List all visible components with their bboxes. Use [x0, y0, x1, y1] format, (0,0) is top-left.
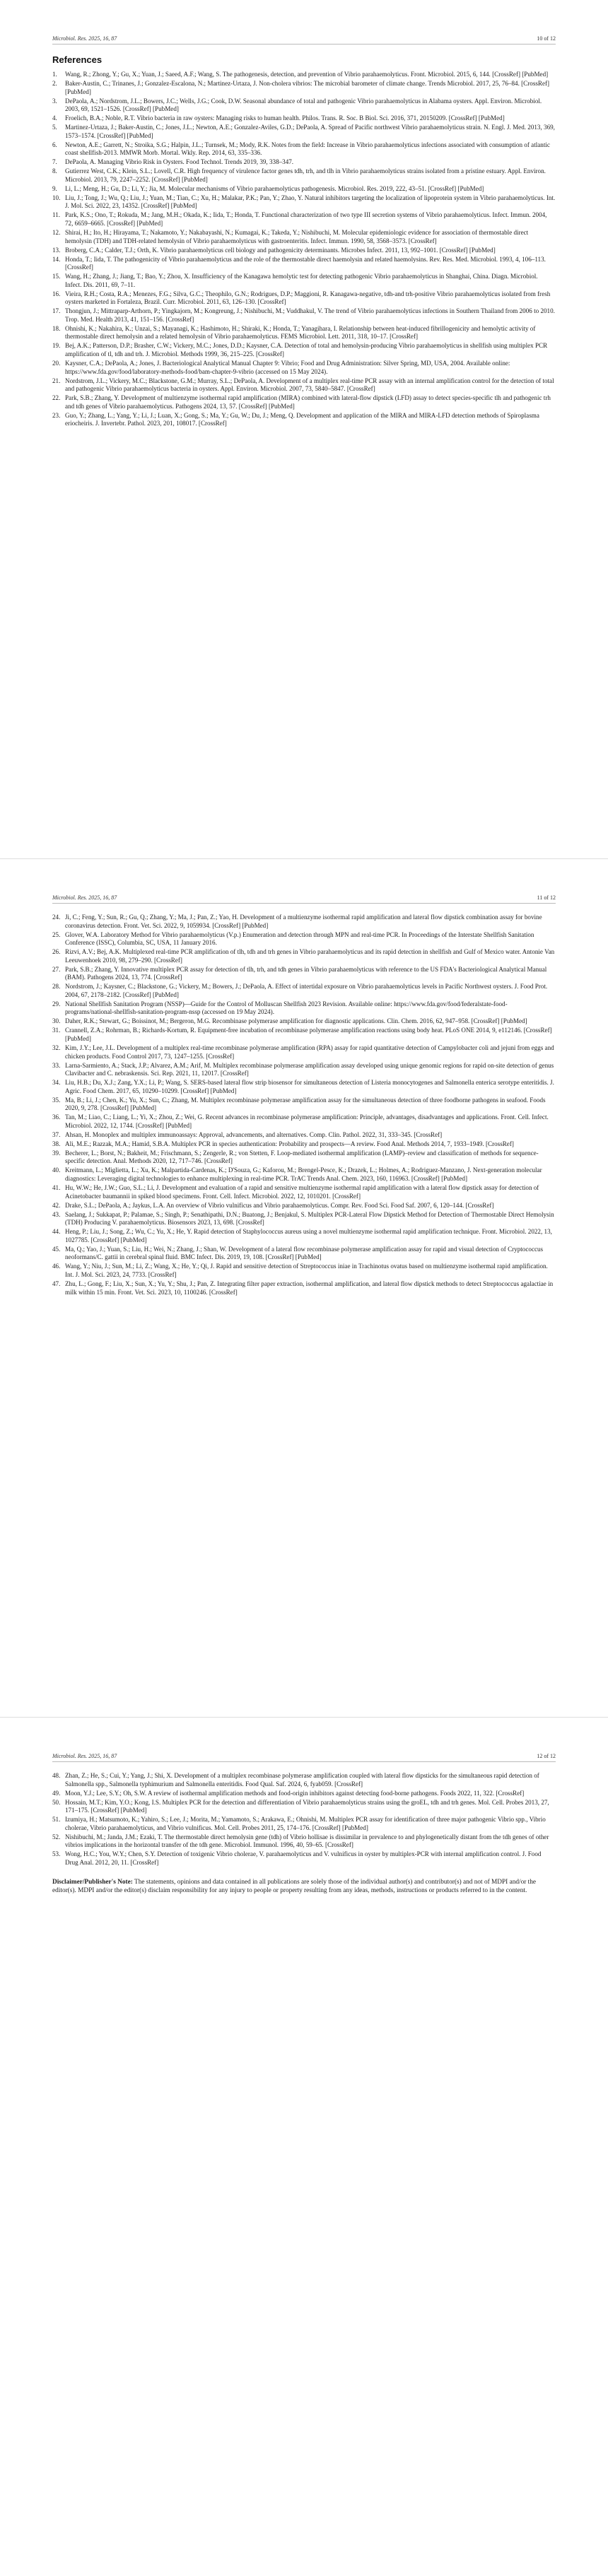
reference-text: Ohnishi, K.; Nakahira, K.; Unzai, S.; Mayanagi, K.; Hashimoto, H.; Shiraki, K.; Honda, T.; Yanagihara, I. Relationship between heat-induced fibrillogenicity and hemolytic activity of thermostable direct hemolysin and a related hemolysin of Vibrio parahaemolyticus. FEMS Microbiol. Lett. 2011, 318, 10–17. [CrossRef] [65, 324, 536, 341]
reference-item [52, 1280, 556, 1296]
reference-text: Froelich, B.A.; Noble, R.T. Vibrio bacteria in raw oysters: Managing risks to human health. Philos. Trans. R. Soc. B Biol. Sci. 2016, 371, 20150209. [CrossRef] [PubMed] [65, 114, 505, 122]
reference-item [52, 98, 556, 114]
reference-item [52, 1017, 556, 1026]
reference-item [52, 1062, 556, 1078]
running-head [52, 1718, 556, 1759]
reference-number: 50. [52, 1798, 61, 1806]
reference-text: Zhan, Z.; He, S.; Cui, Y.; Yang, J.; Shi, X. Development of a multiplex recombinase polymerase amplification coupled with lateral flow dipsticks for the simultaneous rapid detection of Salmonella spp., Salmonella typhimurium and Salmonella enteritidis. Food Qual. Saf. 2024, 6, fyab059. [CrossRef] [65, 1772, 539, 1788]
reference-item [52, 124, 556, 140]
reference-text: DePaola, A. Managing Vibrio Risk in Oysters. Food Technol. Trends 2019, 39, 338–347. [65, 158, 294, 166]
reference-text: Becherer, L.; Borst, N.; Bakheit, M.; Frischmann, S.; Zengerle, R.; von Stetten, F. Loop-mediated isothermal amplification (LAMP)–review and classification of methods for sequence-specific detection. Anal. Methods 2020, 12, 717–746. [CrossRef] [65, 1149, 539, 1165]
running-head [52, 0, 556, 42]
reference-number: 22. [52, 394, 61, 402]
disclaimer-label: Disclaimer/Publisher's Note: [52, 1879, 133, 1886]
reference-number: 11. [52, 211, 61, 219]
reference-number: 9. [52, 184, 57, 192]
reference-item [52, 1027, 556, 1043]
reference-text: Drake, S.L.; DePaola, A.; Jaykus, L.A. An overview of Vibrio vulnificus and Vibrio parahaemolyticus. Compr. Rev. Food Sci. Food Saf. 2007, 6, 120–144. [CrossRef] [65, 1201, 494, 1209]
reference-number: 45. [52, 1245, 61, 1253]
reference-item [52, 1079, 556, 1095]
reference-text: Hu, W.W.; He, J.W.; Guo, S.L.; Li, J. Development and evaluation of a rapid and sensitive multienzyme isothermal rapid amplification with a lateral flow dipstick assay for detection of Acinetobacter baumannii in spiked blood specimens. Front. Cell. Infect. Microbiol. 2022, 12, 1010201. [CrossRef] [65, 1184, 539, 1200]
reference-item [52, 1790, 556, 1798]
reference-item [52, 1184, 556, 1200]
reference-text: Kaysner, C.A.; DePaola, A.; Jones, J. Bacteriological Analytical Manual Chapter 9: Vibrio; Food and Drug Administration: Silver Spring, MD, USA, 2004. Available online: https://www.fda.gov/food/laboratory-methods-food/bam-chapter-9-vibrio (accessed on 15 May 2024). [65, 360, 510, 375]
reference-text: Ma, Q.; Yao, J.; Yuan, S.; Liu, H.; Wei, N.; Zhang, J.; Shan, W. Development of a lateral flow recombinase polymerase amplification assay for rapid and visual detection of Cryptococcus neoformans/C. gattii in cerebral spinal fluid. BMC Infect. Dis. 2019, 19, 108. [CrossRef] [PubMed] [65, 1245, 544, 1261]
reference-list [52, 71, 556, 428]
reference-number: 39. [52, 1149, 61, 1157]
reference-item [52, 914, 556, 930]
reference-item [52, 114, 556, 123]
reference-number: 15. [52, 273, 61, 280]
reference-text: Honda, T.; Iida, T. The pathogenicity of Vibrio parahaemolyticus and the role of the thermostable direct haemolysin and related haemolysins. Rev. Res. Med. Microbiol. 1993, 4, 106–113. [CrossRef] [65, 255, 546, 271]
reference-text: Li, L.; Meng, H.; Gu, D.; Li, Y.; Jia, M. Molecular mechanisms of Vibrio parahaemolyticus pathogenesis. Microbiol. Res. 2019, 222, 43–51. [CrossRef] [PubMed] [65, 184, 484, 192]
reference-number: 33. [52, 1061, 61, 1069]
reference-number: 52. [52, 1833, 61, 1841]
reference-text: Liu, H.B.; Du, X.J.; Zang, Y.X.; Li, P.; Wang, S. SERS-based lateral flow strip biosensor for simultaneous detection of Listeria monocytogenes and Salmonella enterica serotype enteritidis. J. Agric. Food Chem. 2017, 65, 10290–10299. [CrossRef] [PubMed] [65, 1079, 554, 1094]
reference-text: Ali, M.E.; Razzak, M.A.; Hamid, S.B.A. Multiplex PCR in species authentication: Probability and prospects—A review. Food Anal. Methods 2014, 7, 1933–1949. [CrossRef] [65, 1140, 514, 1147]
reference-text: Saelang, J.; Sukkapat, P.; Palamae, S.; Singh, P.; Senathipathi, D.N.; Buatong, J.; Benjakul, S. Multiplex PCR-Lateral Flow Dipstick Method for Detection of Thermostable Direct Hemolysin (TDH) Producing V. parahaemolyticus. Biosensors 2023, 13, 698. [CrossRef] [65, 1210, 554, 1227]
reference-number: 6. [52, 141, 57, 148]
reference-number: 19. [52, 342, 61, 350]
publisher-disclaimer [52, 1878, 556, 1895]
reference-text: Thongjun, J.; Mittraparp-Arthorn, P.; Yingkajorn, M.; Kongreung, J.; Nishibuchi, M.; Vuddhakul, V. The trend of Vibrio parahaemolyticus infections in Southern Thailand from 2006 to 2010. Trop. Med. Health 2013, 41, 151–156. [CrossRef] [65, 307, 555, 323]
reference-item [52, 1097, 556, 1113]
reference-text: Park, S.B.; Zhang, Y. Innovative multiplex PCR assay for detection of tlh, trh, and tdh genes in Vibrio parahaemolyticus with reference to the US FDA's Bacteriological Analytical Manual (BAM). Pathogens 2024, 13, 774. [CrossRef] [65, 965, 547, 981]
reference-number: 12. [52, 228, 61, 236]
reference-number: 51. [52, 1816, 61, 1824]
reference-number: 4. [52, 114, 57, 122]
reference-number: 25. [52, 930, 61, 938]
reference-number: 18. [52, 324, 61, 332]
reference-number: 2. [52, 79, 57, 87]
page-11 [0, 858, 608, 1717]
reference-text: Gutierrez West, C.K.; Klein, S.L.; Lovell, C.R. High frequency of virulence factor genes tdh, trh, and tlh in Vibrio parahaemolyticus strains isolated from a pristine estuary. Appl. Environ. Microbiol. 2013, 79, 2247–2252. [CrossRef] [PubMed] [65, 167, 546, 183]
reference-number: 47. [52, 1280, 61, 1287]
reference-number: 26. [52, 948, 61, 956]
reference-text: Hossain, M.T.; Kim, Y.O.; Kong, I.S. Multiplex PCR for the detection and differentiation of Vibrio parahaemolyticus strains using the groEL, tdh and trh genes. Mol. Cell. Probes 2013, 27, 171–175. [CrossRef] [PubMed] [65, 1798, 549, 1814]
reference-text: Heng, P.; Liu, J.; Song, Z.; Wu, C.; Yu, X.; He, Y. Rapid detection of Staphylococcus aureus using a novel multienzyme isothermal rapid amplification technique. Front. Microbiol. 2022, 13, 1027785. [CrossRef] [PubMed] [65, 1228, 552, 1243]
reference-item [52, 1799, 556, 1815]
reference-text: Ma, B.; Li, J.; Chen, K.; Yu, X.; Sun, C.; Zhang, M. Multiplex recombinase polymerase amplification assay for the simultaneous detection of three foodborne pathogens in seafood. Foods 2020, 9, 278. [CrossRef] [PubMed] [65, 1096, 546, 1112]
reference-text: Nordstrom, J.; Kaysner, C.; Blackstone, G.; Vickery, M.; Bowers, J.; DePaola, A. Effect of intertidal exposure on Vibrio parahaemolyticus levels in Pacific Northwest oysters. J. Food Prot. 2004, 67, 2178–2182. [CrossRef] [PubMed] [65, 983, 548, 998]
reference-item [52, 1140, 556, 1149]
reference-text: Wang, H.; Zhang, J.; Jiang, T.; Bao, Y.; Zhou, X. Insufficiency of the Kanagawa hemolytic test for detecting pathogenic Vibrio parahaemolyticus in Shanghai, China. Diagn. Microbiol. Infect. Dis. 2011, 69, 7–11. [65, 273, 538, 288]
reference-item [52, 325, 556, 341]
reference-item [52, 1150, 556, 1166]
reference-number: 29. [52, 1000, 61, 1008]
reference-number: 3. [52, 97, 57, 105]
page-10 [0, 0, 608, 858]
reference-number: 13. [52, 246, 61, 254]
reference-item [52, 158, 556, 167]
reference-list [52, 1772, 556, 1867]
reference-item [52, 290, 556, 307]
reference-text: Broberg, C.A.; Calder, T.J.; Orth, K. Vibrio parahaemolyticus cell biology and pathogenicity determinants. Microbes Infect. 2011, 13, 992–1001. [CrossRef] [PubMed] [65, 246, 496, 254]
reference-number: 46. [52, 1263, 61, 1270]
reference-text: Wang, Y.; Niu, J.; Sun, M.; Li, Z.; Wang, X.; He, Y.; Qi, J. Rapid and sensitive detection of Streptococcus iniae in Trachinotus ovatus based on multienzyme isothermal rapid amplification. Int. J. Mol. Sci. 2023, 24, 7733. [CrossRef] [65, 1263, 548, 1278]
reference-item [52, 1044, 556, 1060]
reference-number: 21. [52, 377, 61, 384]
reference-text: DePaola, A.; Nordstrom, J.L.; Bowers, J.C.; Wells, J.G.; Cook, D.W. Seasonal abundance of total and pathogenic Vibrio parahaemolyticus in Alabama oysters. Appl. Environ. Microbiol. 2003, 69, 1521–1526. [CrossRef] [PubMed] [65, 97, 542, 113]
reference-item [52, 360, 556, 376]
reference-number: 53. [52, 1850, 61, 1858]
reference-text: Moon, Y.J.; Lee, S.Y.; Oh, S.W. A review of isothermal amplification methods and food-origin inhibitors against detecting food-borne pathogens. Foods 2022, 11, 322. [CrossRef] [65, 1789, 525, 1797]
reference-item [52, 966, 556, 982]
header-divider [52, 1761, 556, 1762]
reference-item [52, 931, 556, 947]
reference-number: 7. [52, 158, 57, 166]
reference-text: Crannell, Z.A.; Rohrman, B.; Richards-Kortum, R. Equipment-free incubation of recombinase polymerase amplification reactions using body heat. PLoS ONE 2014, 9, e112146. [CrossRef] [PubMed] [65, 1027, 552, 1043]
reference-text: Rizvi, A.V.; Bej, A.K. Multiplexed real-time PCR amplification of tlh, tdh and trh genes in Vibrio parahaemolyticus and its rapid detection in shellfish and Gulf of Mexico water. Antonie Van Leeuwenhoek 2010, 98, 279–290. [CrossRef] [65, 948, 555, 964]
reference-item [52, 229, 556, 245]
reference-number: 34. [52, 1079, 61, 1087]
reference-item [52, 307, 556, 324]
reference-number: 28. [52, 983, 61, 991]
page-number: 11 of 12 [537, 894, 556, 901]
reference-number: 8. [52, 167, 57, 175]
reference-item [52, 1850, 556, 1867]
reference-text: Wong, H.C.; You, W.Y.; Chen, S.Y. Detection of toxigenic Vibrio cholerae, V. parahaemolyticus and V. vulnificus in oyster by multiplex-PCR with internal amplification control. J. Food Drug Anal. 2012, 20, 11. [CrossRef] [65, 1850, 542, 1866]
reference-text: Tan, M.; Liao, C.; Liang, L.; Yi, X.; Zhou, Z.; Wei, G. Recent advances in recombinase polymerase amplification: Principle, advantages, disadvantages and applications. Front. Cell. Infect. Microbiol. 2022, 12, 1744. [CrossRef] [PubMed] [65, 1113, 549, 1129]
reference-text: Kreitmann, L.; Miglietta, L.; Xu, K.; Malpartida-Cardenas, K.; D'Souza, G.; Kaforou, M.; Brengel-Pesce, K.; Drazek, L.; Holmes, A.; Rodriguez-Manzano, J. Next-generation molecular diagnostics: Leveraging digital technologies to enhance multiplexing in real-time PCR. TrAC Trends Anal. Chem. 2023, 160, 116963. [CrossRef] [PubMed] [65, 1166, 542, 1183]
references-heading: References [52, 54, 103, 65]
reference-number: 32. [52, 1044, 61, 1052]
reference-item [52, 1131, 556, 1140]
reference-text: Martinez-Urtaza, J.; Baker-Austin, C.; Jones, J.L.; Newton, A.E.; Gonzalez-Aviles, G.D.; DePaola, A. Spread of Pacific northwest Vibrio parahaemolyticus strain. N. Engl. J. Med. 2013, 369, 1573–1574. [CrossRef] [PubMed] [65, 124, 555, 139]
reference-number: 35. [52, 1096, 61, 1104]
reference-number: 20. [52, 360, 61, 367]
reference-item [52, 983, 556, 999]
reference-item [52, 273, 556, 289]
reference-number: 1. [52, 71, 57, 78]
reference-item [52, 1833, 556, 1850]
reference-text: Baker-Austin, C.; Trinanes, J.; Gonzalez-Escalona, N.; Martinez-Urtaza, J. Non-cholera vibrios: The microbial barometer of climate change. Trends Microbiol. 2017, 25, 76–84. [CrossRef] [PubMed] [65, 79, 550, 95]
reference-number: 14. [52, 255, 61, 263]
reference-item [52, 1263, 556, 1279]
reference-text: Shirai, H.; Ito, H.; Hirayama, T.; Nakamoto, Y.; Nakabayashi, N.; Kumagai, K.; Takeda, Y.; Nishibuchi, M. Molecular epidemiologic evidence for association of thermostable direct hemolysin (TDH) and TDH-related hemolysin of Vibrio parahaemolyticus with gastroenteritis. Infect. Immun. 1990, 58, 3568–3573. [CrossRef] [65, 228, 529, 244]
reference-text: Larna-Sarmiento, A.; Stack, J.P.; Alvarez, A.M.; Arif, M. Multiplex recombinase polymerase amplification assay developed using unique genomic regions for rapid on-site detection of genus Clavibacter and C. nebraskensis. Sci. Rep. 2021, 11, 12017. [CrossRef] [65, 1061, 554, 1077]
reference-number: 30. [52, 1017, 61, 1025]
reference-number: 37. [52, 1130, 61, 1138]
reference-number: 23. [52, 411, 61, 419]
reference-item [52, 1166, 556, 1183]
header-divider [52, 44, 556, 45]
reference-item [52, 1113, 556, 1130]
reference-item [52, 394, 556, 410]
reference-number: 10. [52, 194, 61, 201]
page-number: 12 of 12 [537, 1753, 556, 1759]
reference-item [52, 412, 556, 428]
reference-number: 43. [52, 1210, 61, 1218]
reference-text: Wang, R.; Zhong, Y.; Gu, X.; Yuan, J.; Saeed, A.F.; Wang, S. The pathogenesis, detection, and prevention of Vibrio parahaemolyticus. Front. Microbiol. 2015, 6, 144. [CrossRef] [PubMed] [65, 71, 549, 78]
reference-number: 16. [52, 290, 61, 297]
reference-text: Guo, Y.; Zhang, L.; Yang, Y.; Li, J.; Luan, X.; Gong, S.; Ma, Y.; Gu, W.; Du, J.; Meng, Q. Development and application of the MIRA and MIRA-LFD detection methods of Spiroplasma eriocheiris. J. Invertebr. Pathol. 2023, 201, 108017. [CrossRef] [65, 411, 539, 427]
reference-item [52, 71, 556, 79]
reference-text: Park, S.B.; Zhang, Y. Development of multienzyme isothermal rapid amplification (MIRA) combined with lateral-flow dipstick (LFD) assay to detect species-specific tlh and pathogenic trh and tdh genes of Vibrio parahaemolyticus. Pathogens 2024, 13, 57. [CrossRef] [PubMed] [65, 394, 551, 410]
reference-text: Park, K.S.; Ono, T.; Rokuda, M.; Jang, M.H.; Okada, K.; Iida, T.; Honda, T. Functional characterization of two type III secretion systems of Vibrio parahaemolyticus. Infect. Immun. 2004, 72, 6659–6665. [CrossRef] [PubMed] [65, 211, 547, 227]
reference-text: Ahsan, H. Monoplex and multiplex immunoassays: Approval, advancements, and alternatives. Comp. Clin. Pathol. 2022, 31, 333–345. [CrossRef] [65, 1130, 443, 1138]
reference-number: 24. [52, 914, 61, 921]
reference-text: Zhu, L.; Gong, F.; Liu, X.; Sun, X.; Yu, Y.; Shu, J.; Pan, Z. Integrating filter paper extraction, isothermal amplification, and lateral flow dipstick methods to detect Streptococcus agalactiae in milk within 15 min. Front. Vet. Sci. 2023, 10, 1100246. [CrossRef] [65, 1280, 554, 1296]
reference-text: Vieira, R.H.; Costa, R.A.; Menezes, F.G.; Silva, G.C.; Theophilo, G.N.; Rodrigues, D.P.; Maggioni, R. Kanagawa-negative, tdh-and trh-positive Vibrio parahaemolyticus isolated from fresh oysters marketed in Fortaleza, Brazil. Curr. Microbiol. 2011, 63, 126–130. [CrossRef] [65, 290, 551, 306]
reference-item [52, 247, 556, 255]
reference-list [52, 914, 556, 1296]
reference-text: Daher, R.K.; Stewart, G.; Boissinot, M.; Bergeron, M.G. Recombinase polymerase amplification for diagnostic applications. Clin. Chem. 2016, 62, 947–958. [CrossRef] [PubMed] [65, 1017, 527, 1025]
page-12 [0, 1717, 608, 2575]
reference-number: 41. [52, 1184, 61, 1192]
reference-item [52, 1816, 556, 1832]
reference-number: 38. [52, 1140, 61, 1147]
journal-citation: Microbiol. Res. 2025, 16, 87 [52, 1753, 117, 1759]
journal-citation: Microbiol. Res. 2025, 16, 87 [52, 35, 117, 42]
reference-item [52, 256, 556, 272]
reference-number: 49. [52, 1789, 61, 1797]
page-number: 10 of 12 [537, 35, 556, 42]
reference-item [52, 167, 556, 184]
reference-item [52, 211, 556, 228]
reference-number: 48. [52, 1772, 61, 1779]
reference-number: 17. [52, 307, 61, 315]
reference-text: Izumiya, H.; Matsumoto, K.; Yahiro, S.; Lee, J.; Morita, M.; Yamamoto, S.; Arakawa, E.; Ohnishi, M. Multiplex PCR assay for identification of three major pathogenic Vibrio spp., Vibrio cholerae, Vibrio parahaemolyticus, and Vibrio vulnificus. Mol. Cell. Probes 2011, 25, 174–176. [CrossRef] [PubMed] [65, 1816, 546, 1831]
reference-item [52, 141, 556, 158]
reference-text: Nordstrom, J.L.; Vickery, M.C.; Blackstone, G.M.; Murray, S.L.; DePaola, A. Development of a multiplex real-time PCR assay with an internal amplification control for the detection of total and pathogenic Vibrio parahaemolyticus bacteria in oysters. Appl. Environ. Microbiol. 2007, 73, 5840–5847. [CrossRef] [65, 377, 554, 393]
journal-citation: Microbiol. Res. 2025, 16, 87 [52, 894, 117, 901]
reference-item [52, 1246, 556, 1262]
reference-number: 36. [52, 1113, 61, 1121]
reference-number: 27. [52, 965, 61, 973]
reference-item [52, 1772, 556, 1788]
disclaimer-text: The statements, opinions and data contained in all publications are solely those of the individual author(s) and contributor(s) and not of MDPI and/or the editor(s). MDPI and/or the editor(s) disclaim responsibility for any injury to people or property resulting from any ideas, methods, instructions or products referred to in the content. [52, 1879, 537, 1895]
reference-text: Newton, A.E.; Garrett, N.; Stroika, S.G.; Halpin, J.L.; Turnsek, M.; Mody, R.K. Notes from the field: Increase in Vibrio parahaemolyticus infections associated with consumption of atlantic coast shellfish-2013. MMWR Morb. Mortal. Wkly. Rep. 2014, 63, 335–336. [65, 141, 550, 157]
reference-item [52, 1211, 556, 1227]
reference-item [52, 377, 556, 394]
reference-item [52, 185, 556, 194]
reference-item [52, 1202, 556, 1210]
reference-number: 42. [52, 1201, 61, 1209]
reference-item [52, 194, 556, 211]
reference-text: Kim, J.Y.; Lee, J.L. Development of a multiplex real-time recombinase polymerase amplification (RPA) assay for rapid quantitative detection of Campylobacter coli and jejuni from eggs and chicken products. Food Control 2017, 73, 1247–1255. [CrossRef] [65, 1044, 554, 1060]
reference-text: Ji, C.; Feng, Y.; Sun, R.; Gu, Q.; Zhang, Y.; Ma, J.; Pan, Z.; Yao, H. Development of a multienzyme isothermal rapid amplification and lateral flow dipstick combination assay for bovine coronavirus detection. Front. Vet. Sci. 2022, 9, 1059934. [CrossRef] [PubMed] [65, 914, 542, 929]
reference-item [52, 80, 556, 96]
reference-text: Liu, J.; Tong, J.; Wu, Q.; Liu, J.; Yuan, M.; Tian, C.; Xu, H.; Malakar, P.K.; Pan, Y.; Zhao, Y. Natural inhibitors targeting the localization of lipoprotein system in Vibrio parahaemolyticus. Int. J. Mol. Sci. 2022, 23, 14352. [CrossRef] [PubMed] [65, 194, 556, 210]
reference-number: 31. [52, 1027, 61, 1034]
reference-item [52, 948, 556, 964]
reference-item [52, 342, 556, 358]
reference-number: 44. [52, 1228, 61, 1236]
running-head [52, 859, 556, 901]
header-divider [52, 903, 556, 904]
reference-item [52, 1000, 556, 1017]
reference-text: Glover, W.A. Laboratory Method for Vibrio parahaemolyticus (V.p.) Enumeration and detection through MPN and real-time PCR. In Proceedings of the Interstate Shellfish Sanitation Conference (ISSC), Columbia, SC, USA, 11 January 2016. [65, 930, 534, 947]
reference-text: National Shellfish Sanitation Program (NSSP)—Guide for the Control of Molluscan Shellfish 2023 Revision. Available online: https://www.fda.gov/food/federalstate-food-programs/national-shellfish-sanitation-program-nssp (accessed on 19 May 2024). [65, 1000, 508, 1016]
reference-item [52, 1228, 556, 1244]
reference-number: 5. [52, 124, 57, 131]
reference-number: 40. [52, 1166, 61, 1174]
reference-text: Bej, A.K.; Patterson, D.P.; Brasher, C.W.; Vickery, M.C.; Jones, D.D.; Kaysner, C.A. Detection of total and hemolysin-producing Vibrio parahaemolyticus in shellfish using multiplex PCR amplification of tl, tdh and trh. J. Microbiol. Methods 1999, 36, 215–225. [CrossRef] [65, 342, 548, 358]
reference-text: Nishibuchi, M.; Janda, J.M.; Ezaki, T. The thermostable direct hemolysin gene (tdh) of Vibrio hollisae is dissimilar in prevalence to and phylogenetically distant from the tdh genes of other vibrios implications in the horizontal transfer of the tdh gene. Microbiol. Immunol. 1996, 40, 59–65. [CrossRef] [65, 1833, 549, 1849]
